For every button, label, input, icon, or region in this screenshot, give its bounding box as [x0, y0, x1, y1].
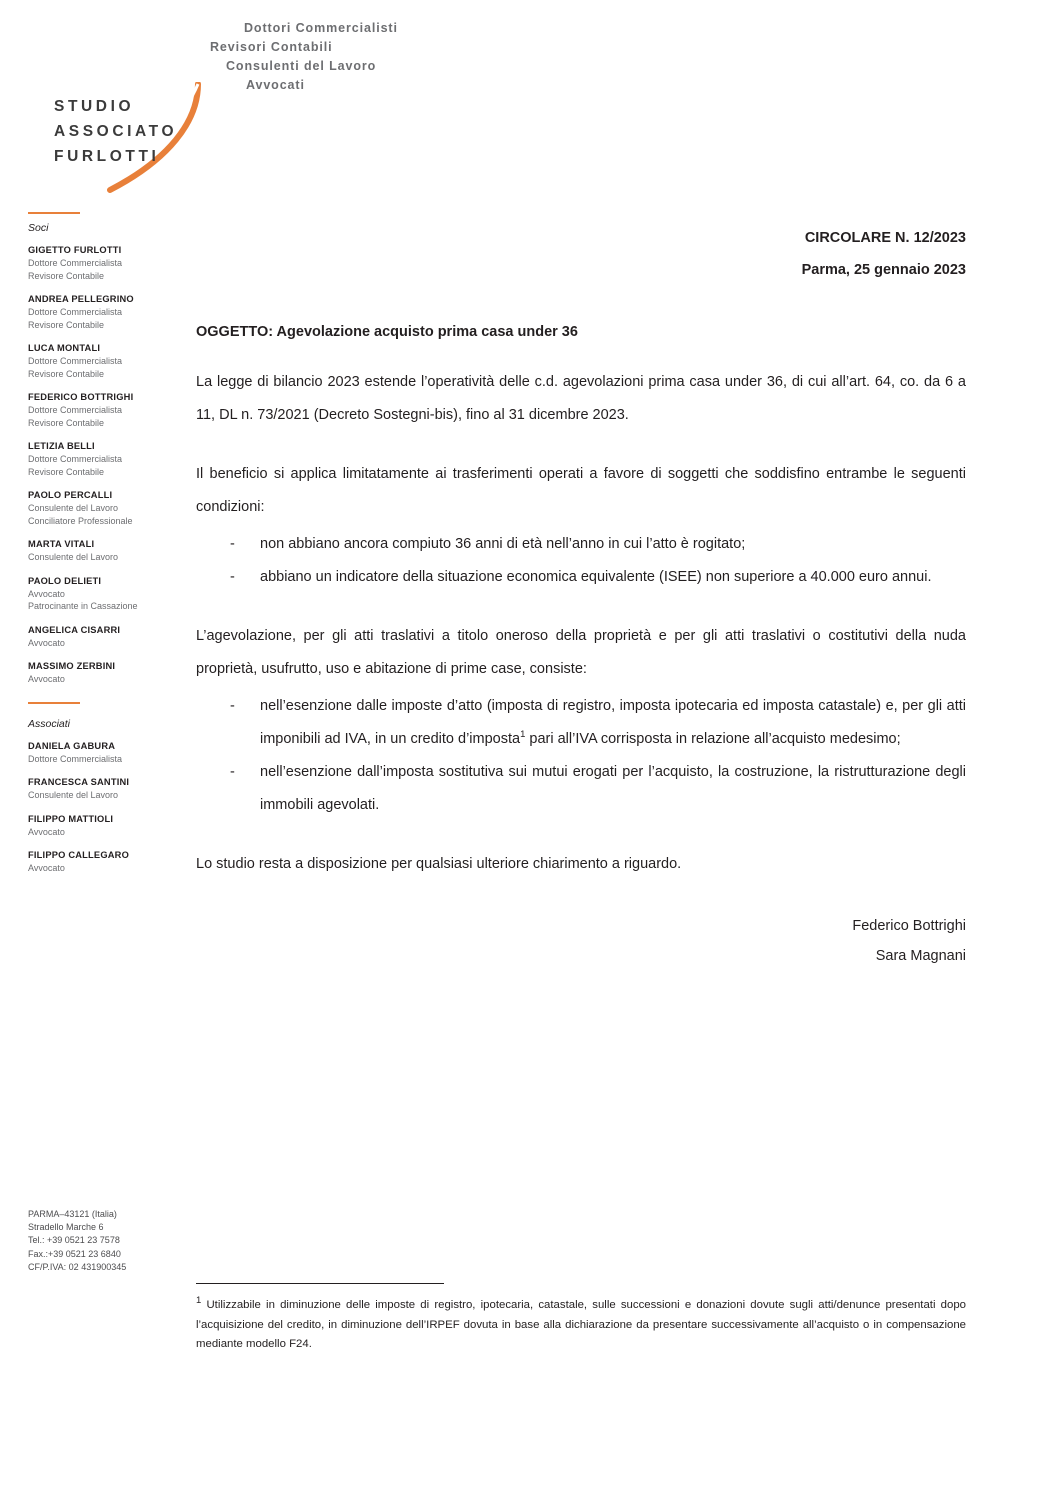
list-item [196, 561, 966, 594]
list-item [28, 575, 178, 613]
person-role: Dottore Commercialista [28, 356, 123, 366]
person-role: Revisore Contabile [28, 270, 105, 281]
letterhead-professions [200, 19, 398, 95]
benefit-text: nell’esenzione dall’imposta sostitutiva sui mutui erogati per l’acquisto, la costruzione, la ristrutturazione degli immobili agevolati. [260, 764, 966, 813]
list-item [28, 740, 178, 766]
circular-number: CIRCOLARE N. 12/2023 [804, 230, 966, 246]
paragraph-3: L’agevolazione, per gli atti traslativi a titolo oneroso della proprietà e per gli atti traslativi o costitutivi della nuda proprietà, usufrutto, uso e abitazione di prime case, consiste: [196, 628, 966, 677]
subject-line: OGGETTO: Agevolazione acquisto prima casa under 36 [196, 324, 578, 340]
list-item [196, 690, 966, 756]
person-role: Revisore Contabile [28, 319, 105, 330]
list-item [28, 813, 178, 839]
person-name: GIGETTO FURLOTTI [28, 245, 122, 255]
profession-1: Dottori Commercialisti [244, 21, 398, 35]
logo-line-2: ASSOCIATO [54, 123, 178, 140]
list-item [28, 244, 178, 282]
studio-logo [48, 82, 233, 192]
associates-heading: Associati [28, 717, 71, 730]
list-item [28, 776, 178, 802]
bullet-dash: - [230, 569, 235, 585]
person-name: LUCA MONTALI [28, 343, 101, 353]
signature-block [196, 911, 966, 971]
person-name: LETIZIA BELLI [28, 441, 95, 451]
person-name: FEDERICO BOTTRIGHI [28, 392, 134, 402]
benefit-text-before-note: nell’esenzione dalle imposte d’atto (imposta di registro, imposta ipotecaria ed imposta catastale) e, per gli atti imponibili ad IVA, in un credito d’imposta [260, 698, 966, 747]
benefits-list [196, 690, 966, 822]
paragraph-2: Il beneficio si applica limitatamente ai trasferimenti operati a favore di soggetti che soddisfino entrambe le seguenti condizioni: [196, 466, 966, 515]
person-name: FRANCESCA SANTINI [28, 777, 130, 787]
person-name: FILIPPO MATTIOLI [28, 813, 114, 824]
address-line-2: Stradello Marche 6 [28, 1222, 104, 1233]
person-name: MARTA VITALI [28, 539, 95, 549]
list-item [28, 342, 178, 380]
condition-text: non abbiano ancora compiuto 36 anni di età nell’anno in cui l’atto è rogitato; [260, 536, 746, 552]
person-role: Avvocato [28, 674, 65, 684]
person-role: Avvocato [28, 637, 65, 648]
bullet-dash: - [230, 536, 235, 552]
place-and-date: Parma, 25 gennaio 2023 [801, 262, 966, 278]
person-role: Dottore Commercialista [28, 454, 123, 464]
conditions-list [196, 528, 966, 594]
bullet-dash: - [230, 698, 235, 714]
logo-line-3: FURLOTTI [54, 148, 160, 165]
list-item [28, 660, 178, 686]
profession-2: Revisori Contabili [210, 40, 333, 54]
person-role: Revisore Contabile [28, 466, 105, 477]
person-role: Avvocato [28, 863, 65, 873]
signature-2: Sara Magnani [875, 948, 966, 964]
person-role: Dottore Commercialista [28, 405, 123, 415]
person-role: Conciliatore Professionale [28, 515, 133, 526]
person-name: ANGELICA CISARRI [28, 624, 121, 635]
person-name: PAOLO DELIETI [28, 575, 102, 586]
logo-wordmark [54, 94, 177, 169]
person-role: Dottore Commercialista [28, 307, 123, 317]
profession-3: Consulenti del Lavoro [226, 59, 377, 73]
address-fax: Fax.:+39 0521 23 6840 [28, 1248, 121, 1259]
partners-heading: Soci [28, 222, 49, 234]
person-name: ANDREA PELLEGRINO [28, 294, 134, 304]
person-role: Revisore Contabile [28, 417, 105, 428]
address-line-1: PARMA–43121 (Italia) [28, 1209, 117, 1219]
closing-paragraph: Lo studio resta a disposizione per qualsiasi ulteriore chiarimento a riguardo. [196, 856, 682, 872]
sidebar-divider-top [28, 212, 80, 214]
profession-4: Avvocati [246, 78, 305, 92]
footnote-body: Utilizzabile in diminuzione delle imposte di registro, ipotecaria, catastale, sulle successioni e donazioni dovute sugli atti/denunce presentati dopo l’acquisizione del credito, in diminuzione dell’IRPEF dovuta in base alla dichiarazione da presentare successivamente all’acquisto o in compensazione mediante modello F24. [196, 1299, 966, 1350]
footnote [196, 1296, 966, 1355]
person-role: Patrocinante in Cassazione [28, 601, 138, 611]
sidebar-divider-mid [28, 702, 80, 704]
person-name: PAOLO PERCALLI [28, 490, 113, 500]
address-vat: CF/P.IVA: 02 431900345 [28, 1261, 127, 1272]
list-item [28, 391, 178, 429]
person-role: Avvocato [28, 588, 65, 599]
signature-1: Federico Bottrighi [852, 918, 966, 934]
list-item [28, 440, 178, 478]
person-role: Consulente del Lavoro [28, 790, 119, 800]
person-name: DANIELA GABURA [28, 740, 116, 751]
address-phone: Tel.: +39 0521 23 7578 [28, 1235, 120, 1246]
office-address [28, 1208, 208, 1274]
benefit-text-after-note: pari all’IVA corrisposta in relazione all’acquisto medesimo; [525, 731, 901, 747]
bullet-dash: - [230, 764, 235, 780]
person-role: Consulente del Lavoro [28, 552, 119, 562]
list-item [28, 489, 178, 527]
person-role: Revisore Contabile [28, 368, 105, 379]
letter-body [196, 222, 966, 971]
logo-line-1: STUDIO [54, 98, 135, 115]
footnote-reference: 1 [520, 729, 526, 741]
list-item [28, 293, 178, 331]
footnote-marker: 1 [196, 1295, 202, 1307]
person-name: MASSIMO ZERBINI [28, 661, 116, 671]
letterhead [48, 82, 468, 192]
footnote-section [196, 1283, 966, 1355]
list-item [28, 538, 178, 564]
list-item [28, 849, 178, 875]
person-role: Dottore Commercialista [28, 258, 123, 268]
sidebar-people [28, 212, 178, 886]
condition-text: abbiano un indicatore della situazione economica equivalente (ISEE) non superiore a 40.000 euro annui. [260, 569, 932, 585]
person-name: FILIPPO CALLEGARO [28, 850, 130, 860]
person-role: Dottore Commercialista [28, 753, 123, 764]
person-role: Avvocato [28, 826, 65, 837]
footnote-divider [196, 1283, 444, 1284]
list-item [196, 528, 966, 561]
person-role: Consulente del Lavoro [28, 503, 119, 513]
list-item [28, 624, 178, 650]
list-item [196, 756, 966, 822]
paragraph-1: La legge di bilancio 2023 estende l’operatività delle c.d. agevolazioni prima casa under 36, di cui all’art. 64, co. da 6 a 11, DL n. 73/2021 (Decreto Sostegni-bis), fino al 31 dicembre 2023. [196, 374, 966, 423]
